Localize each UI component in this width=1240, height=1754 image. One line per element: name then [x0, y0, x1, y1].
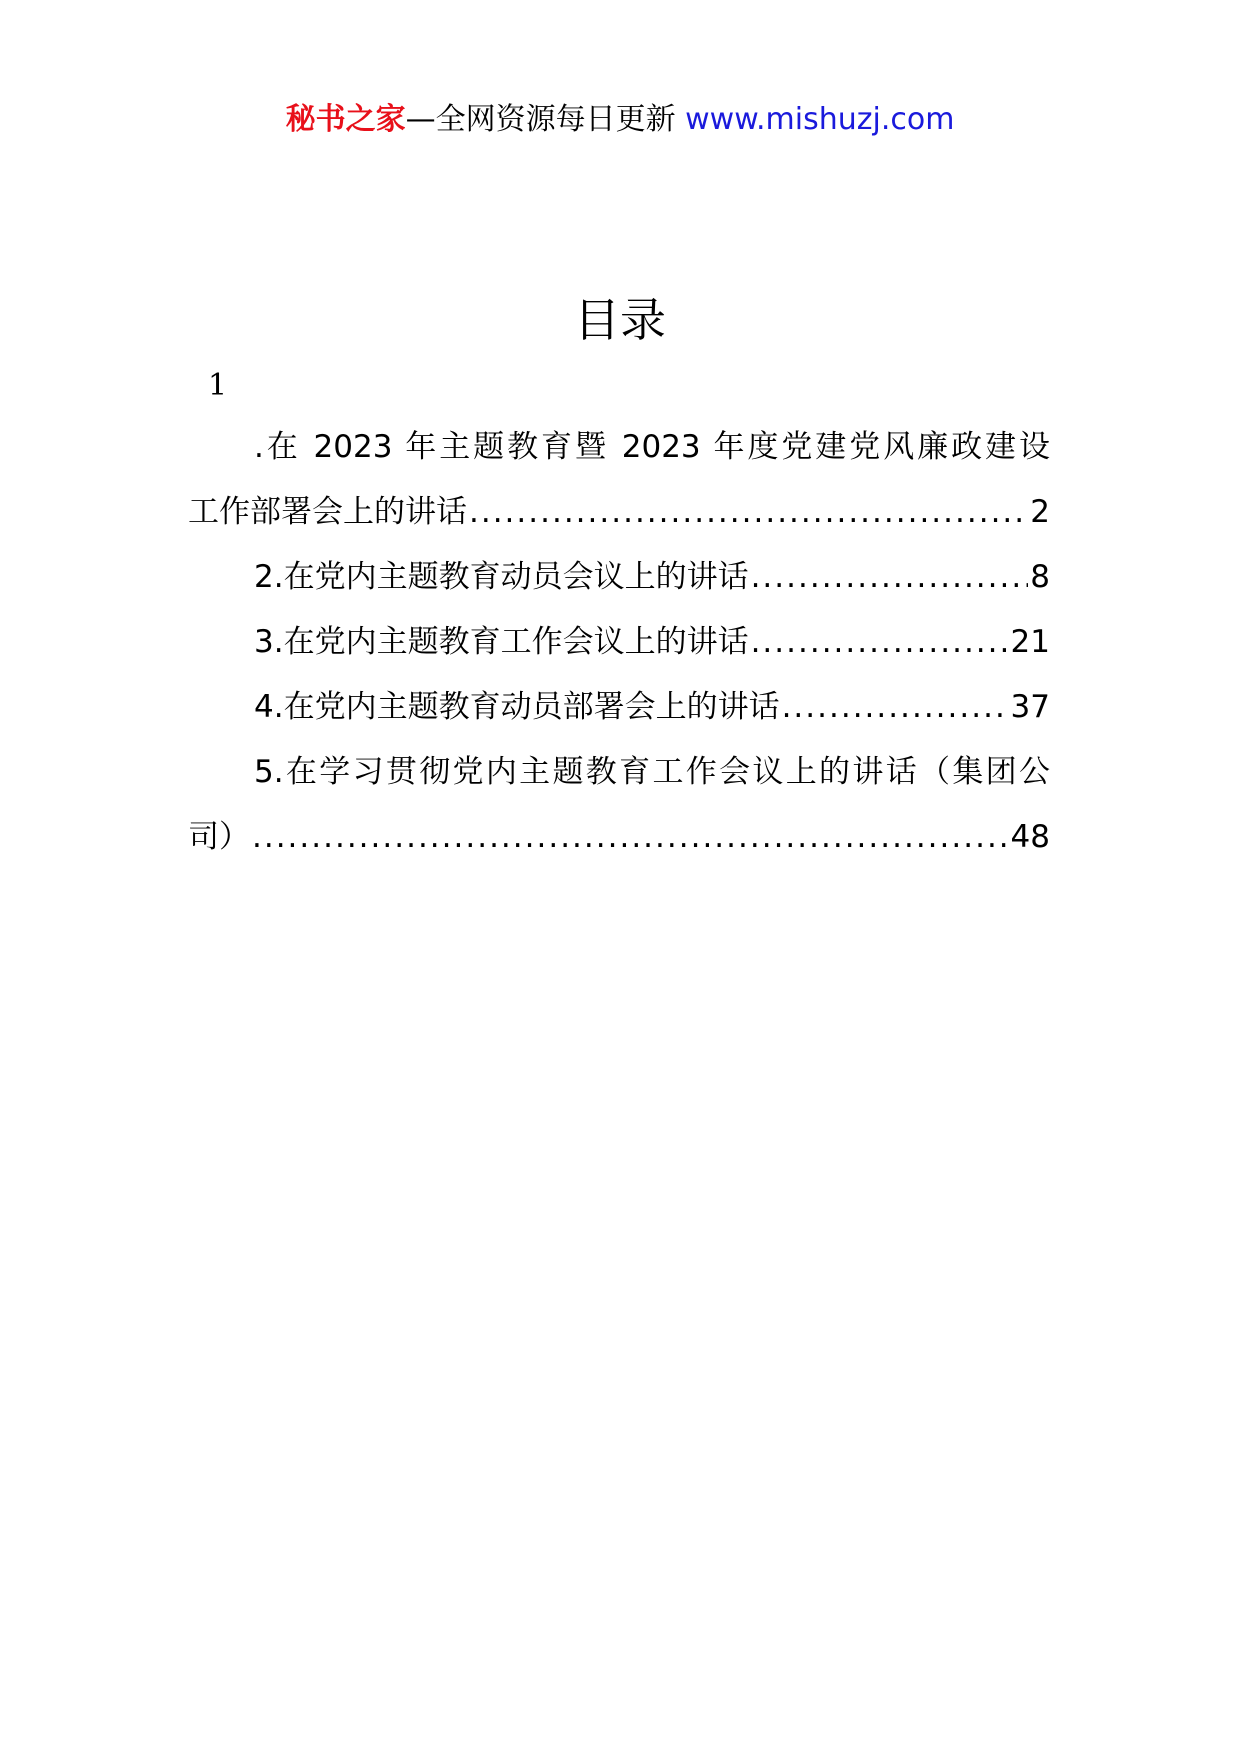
toc-page-number: 37: [1010, 689, 1050, 725]
brand-name: 秘书之家: [285, 102, 406, 137]
toc-entry-text: 司）: [188, 819, 250, 855]
dot-leader: [252, 805, 1009, 870]
dot-leader: [751, 545, 1029, 610]
page-number-marker: 1: [208, 368, 228, 403]
dot-leader: [782, 675, 1009, 740]
toc-page-number: 2: [1030, 494, 1050, 530]
toc-entry-1-line-1[interactable]: [188, 415, 1050, 480]
toc-page-number: 8: [1030, 559, 1050, 595]
dot-leader: [469, 480, 1028, 545]
site-header: [0, 100, 1240, 140]
toc-entry-2[interactable]: [188, 545, 1050, 610]
toc-entry-text: 4.在党内主题教育动员部署会上的讲话: [254, 689, 780, 725]
toc-entry-5-line-1[interactable]: [188, 740, 1050, 805]
table-of-contents: [188, 415, 1050, 870]
toc-entry-5-line-2[interactable]: [188, 805, 1050, 870]
toc-entry-text: 工作部署会上的讲话: [188, 494, 467, 530]
toc-page-number: 21: [1010, 624, 1050, 660]
toc-entry-3[interactable]: [188, 610, 1050, 675]
site-url-link[interactable]: www.mishuzj.com: [685, 102, 955, 137]
toc-entry-text: 2.在党内主题教育动员会议上的讲话: [254, 559, 749, 595]
toc-entry-1-line-2[interactable]: [188, 480, 1050, 545]
page-title: 目录: [574, 293, 666, 347]
toc-entry-4[interactable]: [188, 675, 1050, 740]
toc-entry-text: .在 2023 年主题教育暨 2023 年度党建党风廉政建设: [254, 429, 1050, 465]
dot-leader: [751, 610, 1009, 675]
toc-page-number: 48: [1010, 819, 1050, 855]
toc-entry-text: 3.在党内主题教育工作会议上的讲话: [254, 624, 749, 660]
toc-entry-text: 5.在学习贯彻党内主题教育工作会议上的讲话（集团公: [254, 754, 1050, 790]
header-slogan: —全网资源每日更新: [405, 102, 676, 137]
